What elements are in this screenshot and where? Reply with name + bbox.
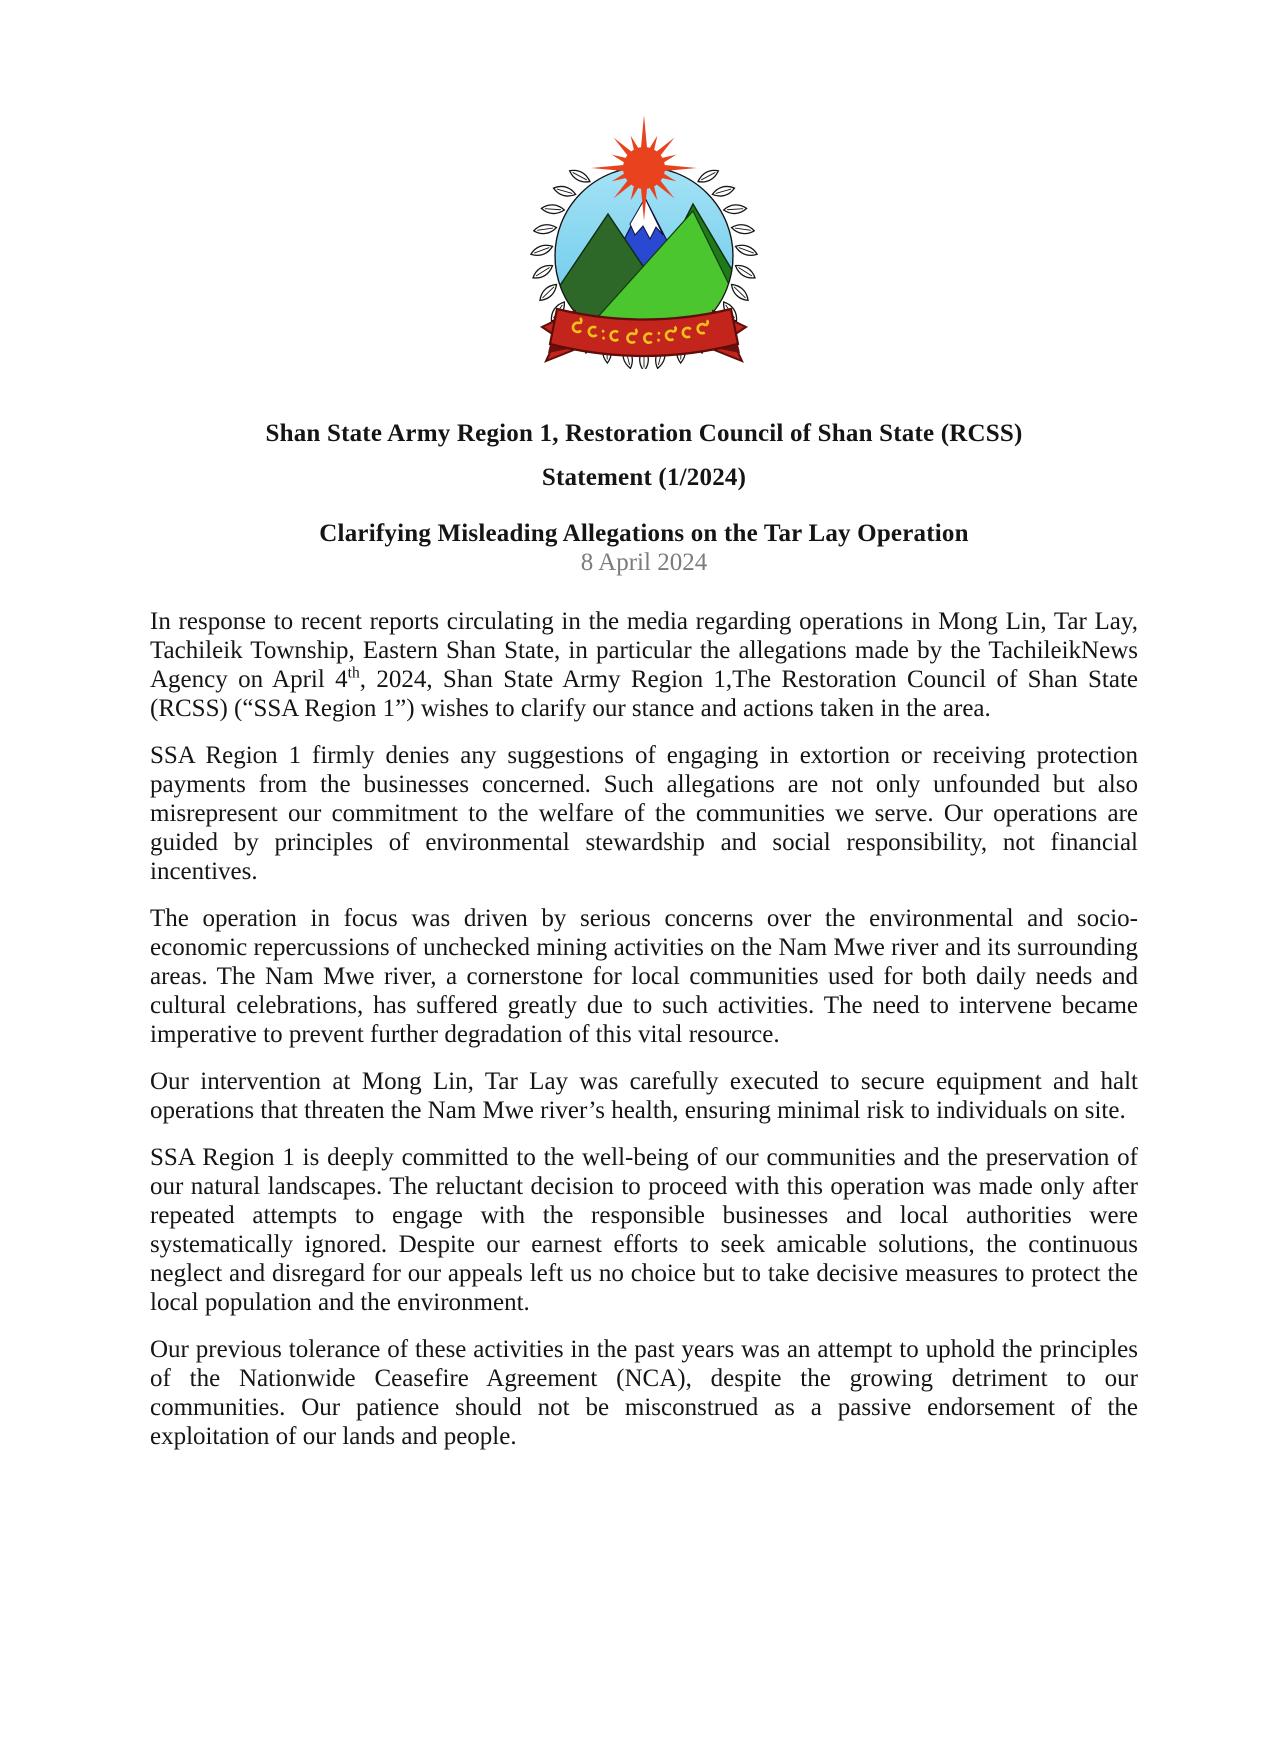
document-page [150, 114, 1138, 1451]
paragraph-1 [150, 607, 1138, 723]
paragraph-1-text: In response to recent reports circulating in the media regarding operations in Mong Lin, Tar Lay, Tachileik Township, Eastern Shan State, in particular the allegations made by the TachileikNews Agency on April 4 [150, 608, 1138, 693]
rcss-emblem-graphic [528, 114, 760, 369]
paragraph-4: Our intervention at Mong Lin, Tar Lay was carefully executed to secure equipment and halt operations that threaten the Nam Mwe river’s health, ensuring minimal risk to individuals on site. [150, 1068, 1138, 1124]
statement-date: 8 April 2024 [580, 549, 708, 576]
paragraph-6: Our previous tolerance of these activities in the past years was an attempt to uphold the principles of the Nationwide Ceasefire Agreement (NCA), despite the growing detriment to our communities. Our patience should not be misconstrued as a passive endorsement of the exploitation of our lands and people. [150, 1336, 1138, 1450]
statement-number: Statement (1/2024) [541, 464, 747, 491]
paragraph-2: SSA Region 1 firmly denies any suggestions of engaging in extortion or receiving protection payments from the businesses concerned. Such allegations are not only unfounded but also misrepresent our commitment to the welfare of the communities we serve. Our operations are guided by principles of environmental stewardship and social responsibility, not financial incentives. [150, 742, 1138, 885]
rcss-emblem [528, 114, 760, 369]
ordinal-superscript: th [347, 664, 360, 682]
org-title: Shan State Army Region 1, Restoration Council of Shan State (RCSS) [265, 420, 1023, 447]
paragraph-5: SSA Region 1 is deeply committed to the well-being of our communities and the preservation of our natural landscapes. The reluctant decision to proceed with this operation was made only after repeated attempts to engage with the responsible businesses and local authorities were systematically ignored. Despite our earnest efforts to seek amicable solutions, the continuous neglect and disregard for our appeals left us no choice but to take decisive measures to protect the local population and the environment. [150, 1144, 1138, 1316]
paragraph-3: The operation in focus was driven by serious concerns over the environmental and socio-economic repercussions of unchecked mining activities on the Nam Mwe river and its surrounding areas. The Nam Mwe river, a cornerstone for local communities used for both daily needs and cultural celebrations, has suffered greatly due to such activities. The need to intervene became imperative to prevent further degradation of this vital resource. [150, 905, 1138, 1048]
statement-title: Clarifying Misleading Allegations on the Tar Lay Operation [319, 520, 969, 547]
paragraph-1-text-cont: , 2024, Shan State Army Region 1,The Restoration Council of Shan State (RCSS) (“SSA Region 1”) wishes to clarify our stance and actions taken in the area. [150, 666, 1138, 722]
statement-body [150, 607, 1138, 1451]
